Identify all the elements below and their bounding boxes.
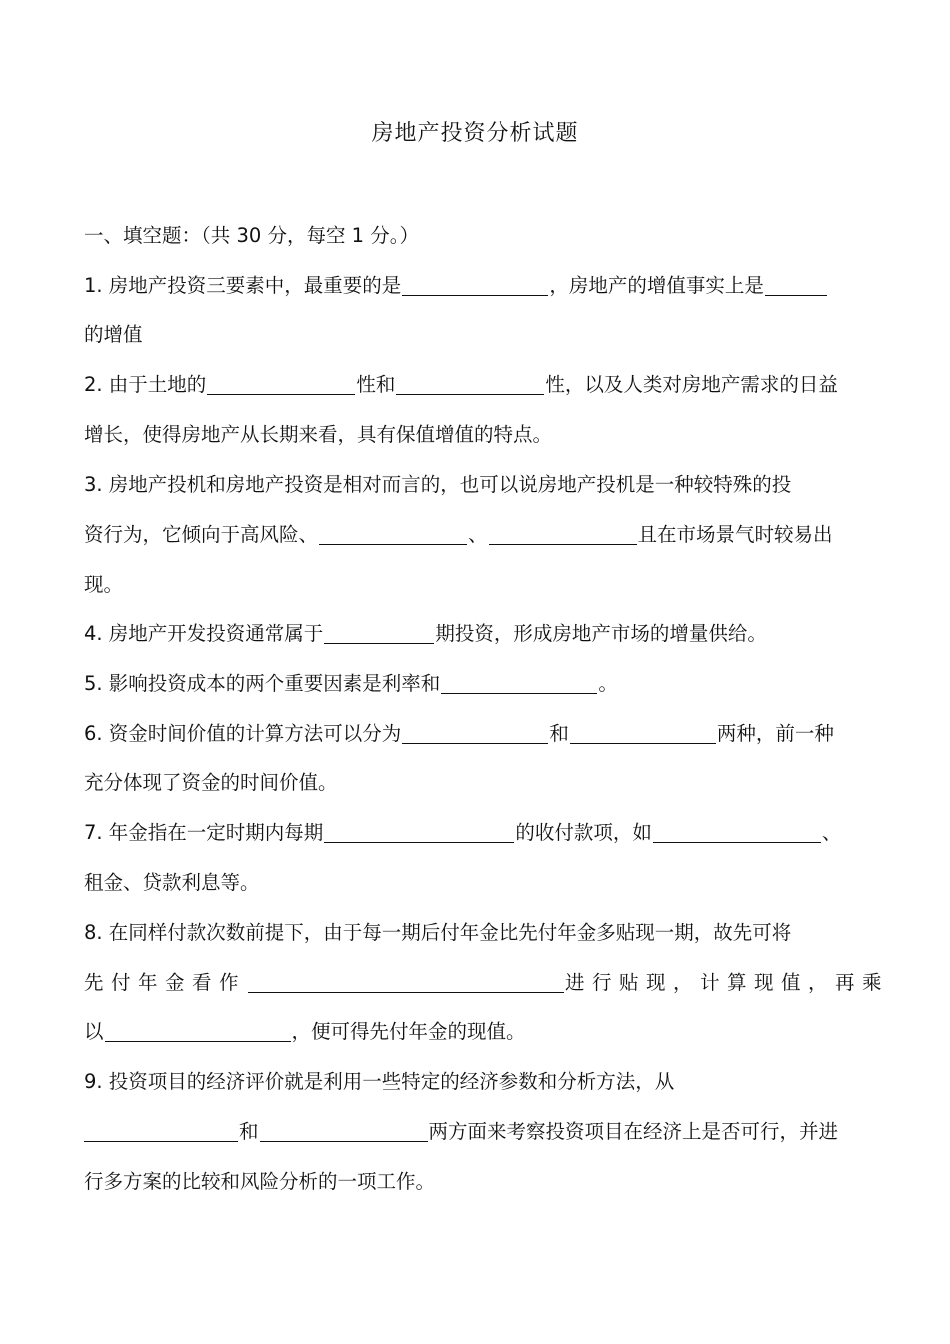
- question-7-line-1: [84, 818, 896, 848]
- question-8-line-1: 8. 在同样付款次数前提下，由于每一期后付年金比先付年金多贴现一期，故先可将: [84, 921, 792, 944]
- q1-blank-2[interactable]: [765, 273, 827, 296]
- q5-text-b: 。: [598, 672, 618, 695]
- q6-text-c: 两种，前一种: [716, 722, 834, 745]
- question-7-line-2: 租金、贷款利息等。: [84, 871, 260, 894]
- q6-blank-1[interactable]: [402, 721, 548, 744]
- q8-blank-2[interactable]: [105, 1019, 291, 1042]
- q9-text-c: 两方面来考察投资项目在经济上是否可行，并进: [428, 1120, 839, 1143]
- question-9-line-1: 9. 投资项目的经济评价就是利用一些特定的经济参数和分析方法，从: [84, 1070, 675, 1093]
- q3-blank-2[interactable]: [489, 522, 637, 545]
- q1-blank-1[interactable]: [402, 273, 548, 296]
- q2-blank-2[interactable]: [396, 372, 544, 395]
- question-3-line-3: 现。: [84, 573, 124, 596]
- q2-text-b: 性和: [356, 373, 396, 396]
- q7-blank-2[interactable]: [653, 820, 821, 843]
- q9-blank-1[interactable]: [84, 1119, 238, 1142]
- question-2-line-1: [84, 370, 896, 400]
- q3-text-b: 资行为，它倾向于高风险、: [84, 523, 319, 546]
- q3-text-d: 且在市场景气时较易出: [637, 523, 833, 546]
- q3-text-c: 、: [468, 523, 488, 546]
- question-2-line-2: 增长，使得房地产从长期来看，具有保值增值的特点。: [84, 423, 553, 446]
- q1-text-b: ，房地产的增值事实上是: [549, 274, 764, 297]
- q5-blank-1[interactable]: [441, 671, 597, 694]
- q8-text-e: ，便可得先付年金的现值。: [291, 1020, 526, 1043]
- question-5-line-1: [84, 669, 896, 699]
- q8-text-c: 进行贴现，计算现值，再乘: [565, 971, 890, 994]
- q8-text-b: 先付年金看作: [84, 971, 247, 994]
- question-4-line-1: [84, 619, 896, 649]
- question-3-line-1: 3. 房地产投机和房地产投资是相对而言的，也可以说房地产投机是一种较特殊的投: [84, 473, 792, 496]
- section-heading: 一、填空题：（共 30 分，每空 1 分。）: [84, 224, 420, 247]
- q9-blank-2[interactable]: [260, 1119, 428, 1142]
- question-8-line-3: [84, 1017, 896, 1047]
- q7-text-b: 的收付款项，如: [515, 821, 652, 844]
- question-3-line-2: [84, 520, 896, 550]
- q6-text-a: 6. 资金时间价值的计算方法可以分为: [84, 722, 402, 745]
- question-9-line-2: [84, 1117, 896, 1147]
- q1-text-a: 1. 房地产投资三要素中，最重要的是: [84, 274, 402, 297]
- q5-text-a: 5. 影响投资成本的两个重要因素是利率和: [84, 672, 441, 695]
- q2-text-c: 性，以及人类对房地产需求的日益: [545, 373, 838, 396]
- q7-blank-1[interactable]: [324, 820, 514, 843]
- q4-blank-1[interactable]: [324, 621, 434, 644]
- q8-text-d: 以: [84, 1020, 104, 1043]
- q4-text-b: 期投资，形成房地产市场的增量供给。: [435, 622, 767, 645]
- q4-text-a: 4. 房地产开发投资通常属于: [84, 622, 324, 645]
- question-1-line-2: 的增值: [84, 323, 143, 346]
- q7-text-c: 、: [821, 821, 842, 844]
- page-title: 房地产投资分析试题: [371, 121, 579, 146]
- q2-text-a: 2. 由于土地的: [84, 373, 207, 396]
- q3-blank-1[interactable]: [319, 522, 467, 545]
- question-9-line-3: 行多方案的比较和风险分析的一项工作。: [84, 1170, 436, 1193]
- question-6-line-2: 充分体现了资金的时间价值。: [84, 771, 338, 794]
- question-1-line-1: [84, 271, 896, 301]
- question-6-line-1: [84, 719, 896, 749]
- q2-blank-1[interactable]: [207, 372, 355, 395]
- q8-blank-1[interactable]: [248, 970, 564, 993]
- q6-text-b: 和: [549, 722, 569, 745]
- q7-text-a: 7. 年金指在一定时期内每期: [84, 821, 324, 844]
- q6-blank-2[interactable]: [570, 721, 716, 744]
- question-8-line-2: [84, 968, 896, 998]
- q9-text-b: 和: [239, 1120, 259, 1143]
